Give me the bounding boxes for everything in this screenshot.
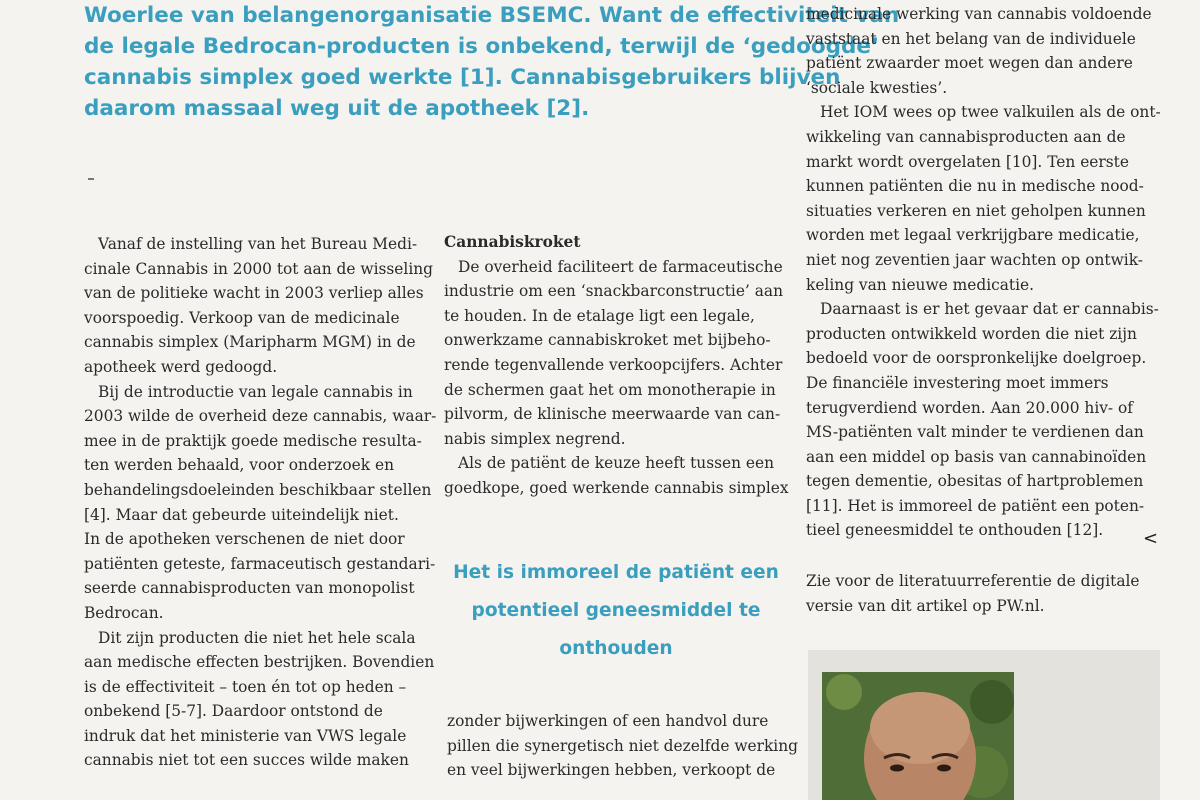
body-line: keling van nieuwe medicatie. bbox=[806, 275, 1035, 294]
body-line: worden met legaal verkrijgbare medicatie, bbox=[806, 226, 1140, 245]
intro-line: de legale Bedrocan-producten is onbekend, terwijl de ‘gedoogde’ bbox=[84, 34, 880, 59]
body-line: cinale Cannabis in 2000 tot aan de wisseling bbox=[84, 259, 434, 278]
body-line: Bedrocan. bbox=[84, 603, 164, 622]
body-line: Het IOM wees op twee valkuilen als de ont- bbox=[820, 103, 1161, 122]
body-line: Als de patiënt de keuze heeft tussen een bbox=[458, 454, 775, 473]
body-line: mee in de praktijk goede medische resulta- bbox=[84, 431, 422, 450]
pull-quote bbox=[432, 554, 800, 668]
body-line: Bij de introductie van legale cannabis in bbox=[98, 382, 413, 401]
pull-quote-line: Het is immoreel de patiënt een bbox=[453, 562, 779, 583]
body-line: aan medische effecten bestrijken. Bovendien bbox=[84, 653, 435, 672]
reference-note-line: versie van dit artikel op PW.nl. bbox=[806, 596, 1045, 615]
body-line: apotheek werd gedoogd. bbox=[84, 357, 278, 376]
author-portrait-icon bbox=[822, 672, 1014, 800]
separator-dash bbox=[88, 178, 94, 180]
intro-line: cannabis simplex goed werkte [1]. Cannabisgebruikers blijven bbox=[84, 65, 841, 90]
body-line: goedkope, goed werkende cannabis simplex bbox=[444, 478, 789, 497]
body-line: patiënten geteste, farmaceutisch gestandari- bbox=[84, 554, 436, 573]
body-line: is de effectiviteit – toen én tot op heden – bbox=[84, 677, 407, 696]
body-line: cannabis niet tot een succes wilde maken bbox=[84, 751, 409, 770]
body-line: Vanaf de instelling van het Bureau Medi- bbox=[98, 235, 418, 253]
body-line: onwerkzame cannabiskroket met bijbeho- bbox=[444, 331, 771, 350]
body-line: pilvorm, de klinische meerwaarde van can- bbox=[444, 405, 781, 424]
body-line: onbekend [5-7]. Daardoor ontstond de bbox=[84, 702, 383, 721]
body-line: pillen die synergetisch niet dezelfde werking bbox=[447, 736, 798, 755]
article-column-2 bbox=[444, 230, 789, 501]
article-column-3 bbox=[806, 2, 1161, 618]
body-line: bedoeld voor de oorspronkelijke doelgroep. bbox=[806, 349, 1147, 368]
body-line: rende tegenvallende verkoopcijfers. Achter bbox=[444, 355, 783, 374]
body-line: Dit zijn producten die niet het hele scala bbox=[98, 628, 416, 647]
body-line: [11]. Het is immoreel de patiënt een poten- bbox=[806, 496, 1145, 515]
body-line: patiënt zwaarder moet wegen dan andere bbox=[806, 54, 1133, 73]
body-line: In de apotheken verschenen de niet door bbox=[84, 530, 405, 549]
article-column-2-continued bbox=[447, 709, 798, 783]
pull-quote-line: potentieel geneesmiddel te bbox=[471, 600, 761, 621]
body-line: ten werden behaald, voor onderzoek en bbox=[84, 456, 394, 475]
body-line: producten ontwikkeld worden die niet zijn bbox=[806, 324, 1137, 343]
body-line: tieel geneesmiddel te onthouden [12]. bbox=[806, 521, 1104, 540]
body-line: 2003 wilde de overheid deze cannabis, waar- bbox=[84, 407, 437, 426]
body-line: en veel bijwerkingen hebben, verkoopt de bbox=[447, 761, 776, 780]
body-line: ‘sociale kwesties’. bbox=[806, 78, 948, 97]
body-line: cannabis simplex (Maripharm MGM) in de bbox=[84, 333, 416, 352]
body-line: niet nog zeventien jaar wachten op ontwik- bbox=[806, 250, 1143, 269]
body-line: industrie om een ‘snackbarconstructie’ aan bbox=[444, 282, 783, 301]
author-photo bbox=[822, 672, 1014, 800]
section-heading: Cannabiskroket bbox=[444, 233, 581, 251]
body-line: behandelingsdoeleinden beschikbaar stellen bbox=[84, 480, 432, 499]
body-line: medicinale werking van cannabis voldoende bbox=[806, 5, 1152, 23]
end-marker-icon: < bbox=[1143, 528, 1159, 549]
body-line: tegen dementie, obesitas of hartproblemen bbox=[806, 472, 1144, 491]
pull-quote-line: onthouden bbox=[559, 638, 673, 659]
reference-note-line: Zie voor de literatuurreferentie de digitale bbox=[806, 572, 1140, 591]
body-line: vaststaat en het belang van de individuele bbox=[806, 29, 1136, 48]
body-line: De overheid faciliteert de farmaceutische bbox=[458, 257, 783, 276]
body-line: aan een middel op basis van cannabinoïden bbox=[806, 447, 1147, 466]
body-line: de schermen gaat het om monotherapie in bbox=[444, 380, 776, 399]
body-line: De financiële investering moet immers bbox=[806, 373, 1109, 392]
intro-line: Woerlee van belangenorganisatie BSEMC. Want de effectiviteit van bbox=[84, 3, 900, 28]
body-line: terugverdiend worden. Aan 20.000 hiv- of bbox=[806, 398, 1133, 417]
body-line: seerde cannabisproducten van monopolist bbox=[84, 579, 415, 598]
body-line: kunnen patiënten die nu in medische nood- bbox=[806, 177, 1144, 196]
body-line: voorspoedig. Verkoop van de medicinale bbox=[84, 308, 400, 327]
body-line: MS-patiënten valt minder te verdienen dan bbox=[806, 423, 1144, 442]
article-column-1 bbox=[84, 232, 437, 773]
body-line: markt wordt overgelaten [10]. Ten eerste bbox=[806, 152, 1129, 171]
spacer bbox=[806, 543, 1151, 569]
body-line: nabis simplex negrend. bbox=[444, 429, 626, 448]
body-line: situaties verkeren en niet geholpen kunnen bbox=[806, 201, 1146, 220]
body-line: zonder bijwerkingen of een handvol dure bbox=[447, 712, 769, 730]
body-line: wikkeling van cannabisproducten aan de bbox=[806, 127, 1126, 146]
body-line: van de politieke wacht in 2003 verliep alles bbox=[84, 284, 424, 303]
body-line: [4]. Maar dat gebeurde uiteindelijk niet. bbox=[84, 505, 399, 524]
intro-line: daarom massaal weg uit de apotheek [2]. bbox=[84, 96, 590, 121]
body-line: Daarnaast is er het gevaar dat er cannabis- bbox=[820, 300, 1159, 319]
body-line: indruk dat het ministerie van VWS legale bbox=[84, 726, 407, 745]
body-line: te houden. In de etalage ligt een legale, bbox=[444, 306, 755, 325]
